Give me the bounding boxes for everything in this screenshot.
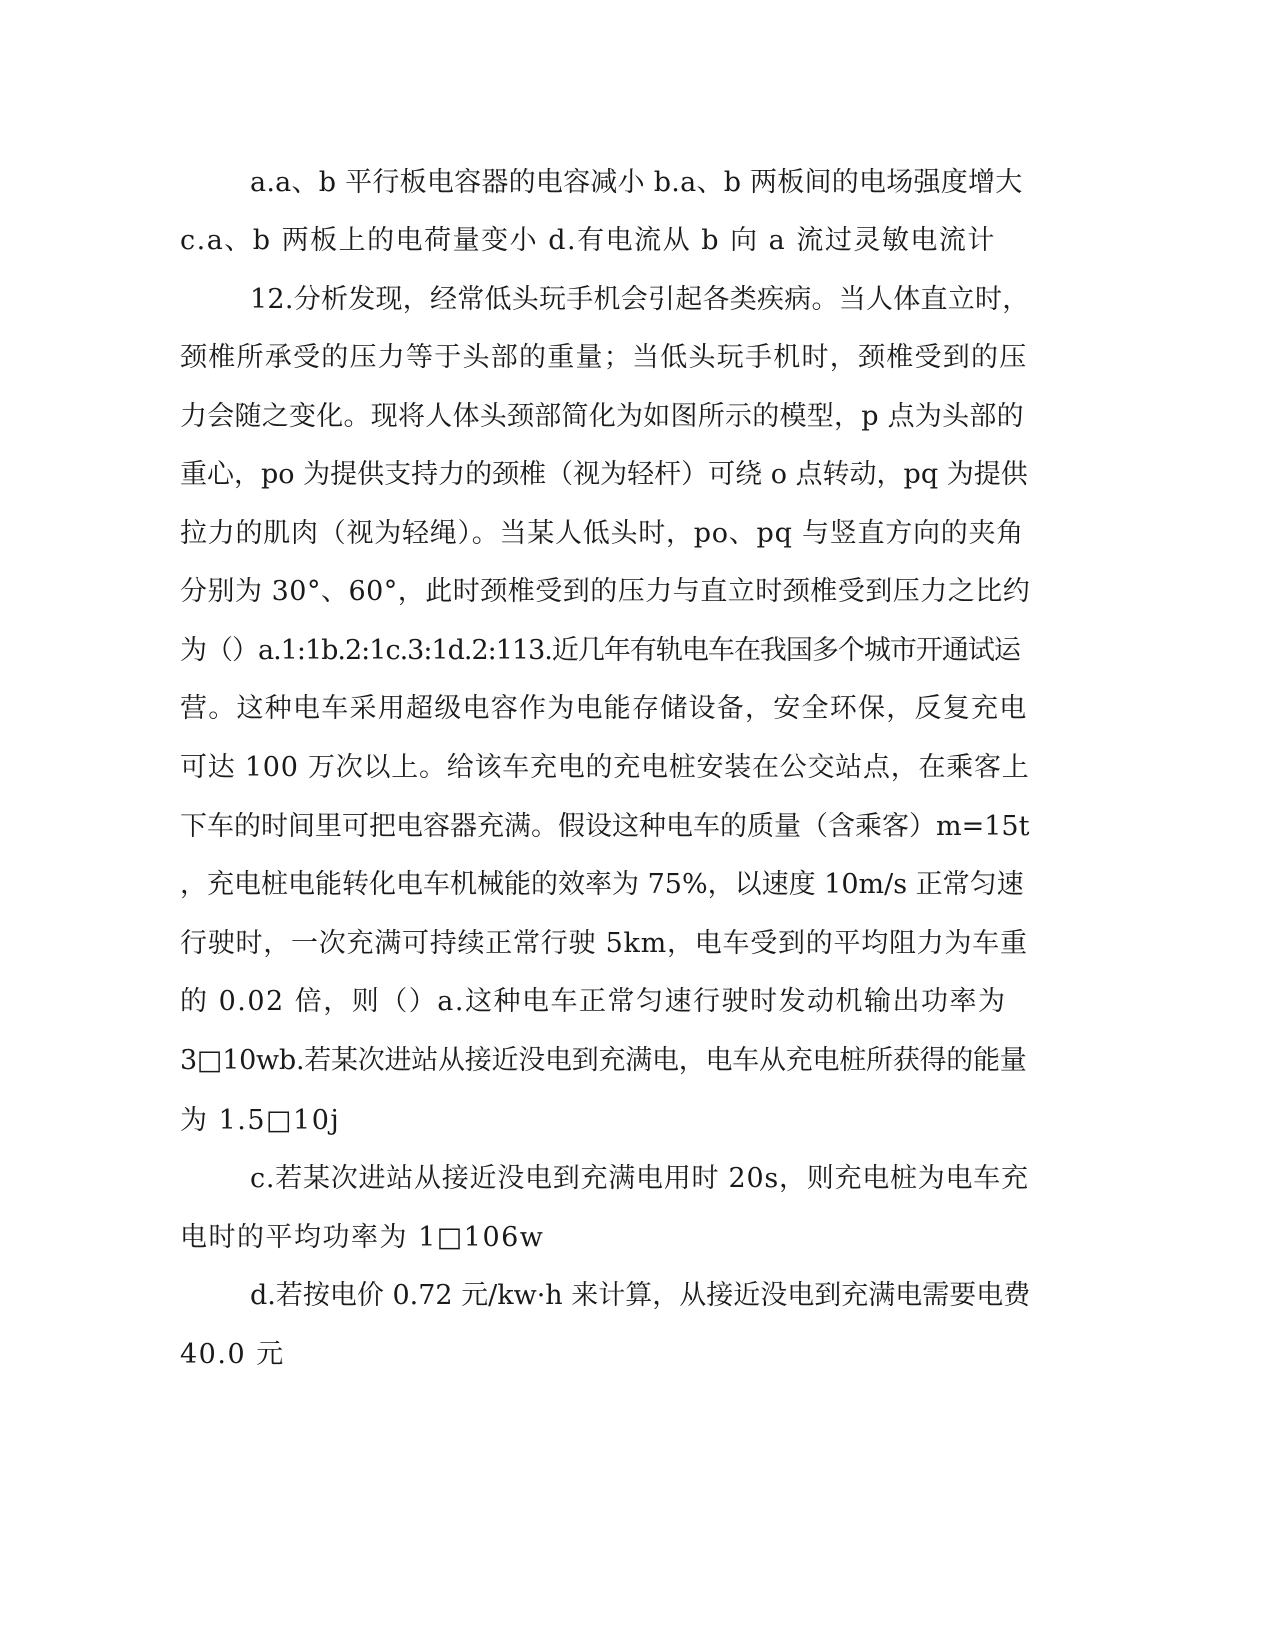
text-line: 的 0.02 倍，则（）a.这种电车正常匀速行驶时发动机输出功率为 <box>180 986 1007 1017</box>
text-line: 营。这种电车采用超级电容作为电能存储设备，安全环保，反复充电 <box>180 693 1028 724</box>
text-line: 可达 100 万次以上。给该车充电的充电桩安装在公交站点，在乘客上 <box>180 752 1030 783</box>
text-line: 拉力的肌肉（视为轻绳）。当某人低头时，po、pq 与竖直方向的夹角 <box>180 518 1024 549</box>
text-line: d.若按电价 0.72 元/kw·h 来计算，从接近没电到充满电需要电费 <box>250 1280 1031 1311</box>
text-line: c.若某次进站从接近没电到充满电用时 20s，则充电桩为电车充 <box>250 1163 1029 1194</box>
text-line: 3□10wb.若某次进站从接近没电到充满电，电车从充电桩所获得的能量 <box>180 1045 1027 1076</box>
text-line: 行驶时，一次充满可持续正常行驶 5km，电车受到的平均阻力为车重 <box>180 928 1028 959</box>
text-line: 为 1.5□10j <box>180 1105 341 1136</box>
text-line: 颈椎所承受的压力等于头部的重量；当低头玩手机时，颈椎受到的压 <box>180 342 1028 373</box>
text-line: 力会随之变化。现将人体头颈部简化为如图所示的模型，p 点为头部的 <box>180 401 1024 432</box>
text-line: 电时的平均功率为 1□106w <box>180 1222 545 1253</box>
text-line: a.a、b 平行板电容器的电容减小 b.a、b 两板间的电场强度增大 <box>250 167 1023 198</box>
text-line: 分别为 30°、60°，此时颈椎受到的压力与直立时颈椎受到压力之比约 <box>180 576 1031 607</box>
text-line: ，充电桩电能转化电车机械能的效率为 75%，以速度 10m/s 正常匀速 <box>180 869 1024 900</box>
text-line: 12.分析发现，经常低头玩手机会引起各类疾病。当人体直立时， <box>250 284 1030 315</box>
text-line: 为（）a.1:1b.2:1c.3:1d.2:113.近几年有轨电车在我国多个城市开通试运 <box>180 635 1020 666</box>
text-line: 40.0 元 <box>180 1339 285 1370</box>
text-line: c.a、b 两板上的电荷量变小 d.有电流从 b 向 a 流过灵敏电流计 <box>180 225 996 256</box>
text-line: 下车的时间里可把电容器充满。假设这种电车的质量（含乘客）m=15t <box>180 811 1030 842</box>
text-line: 重心，po 为提供支持力的颈椎（视为轻杆）可绕 o 点转动，pq 为提供 <box>180 459 1028 490</box>
